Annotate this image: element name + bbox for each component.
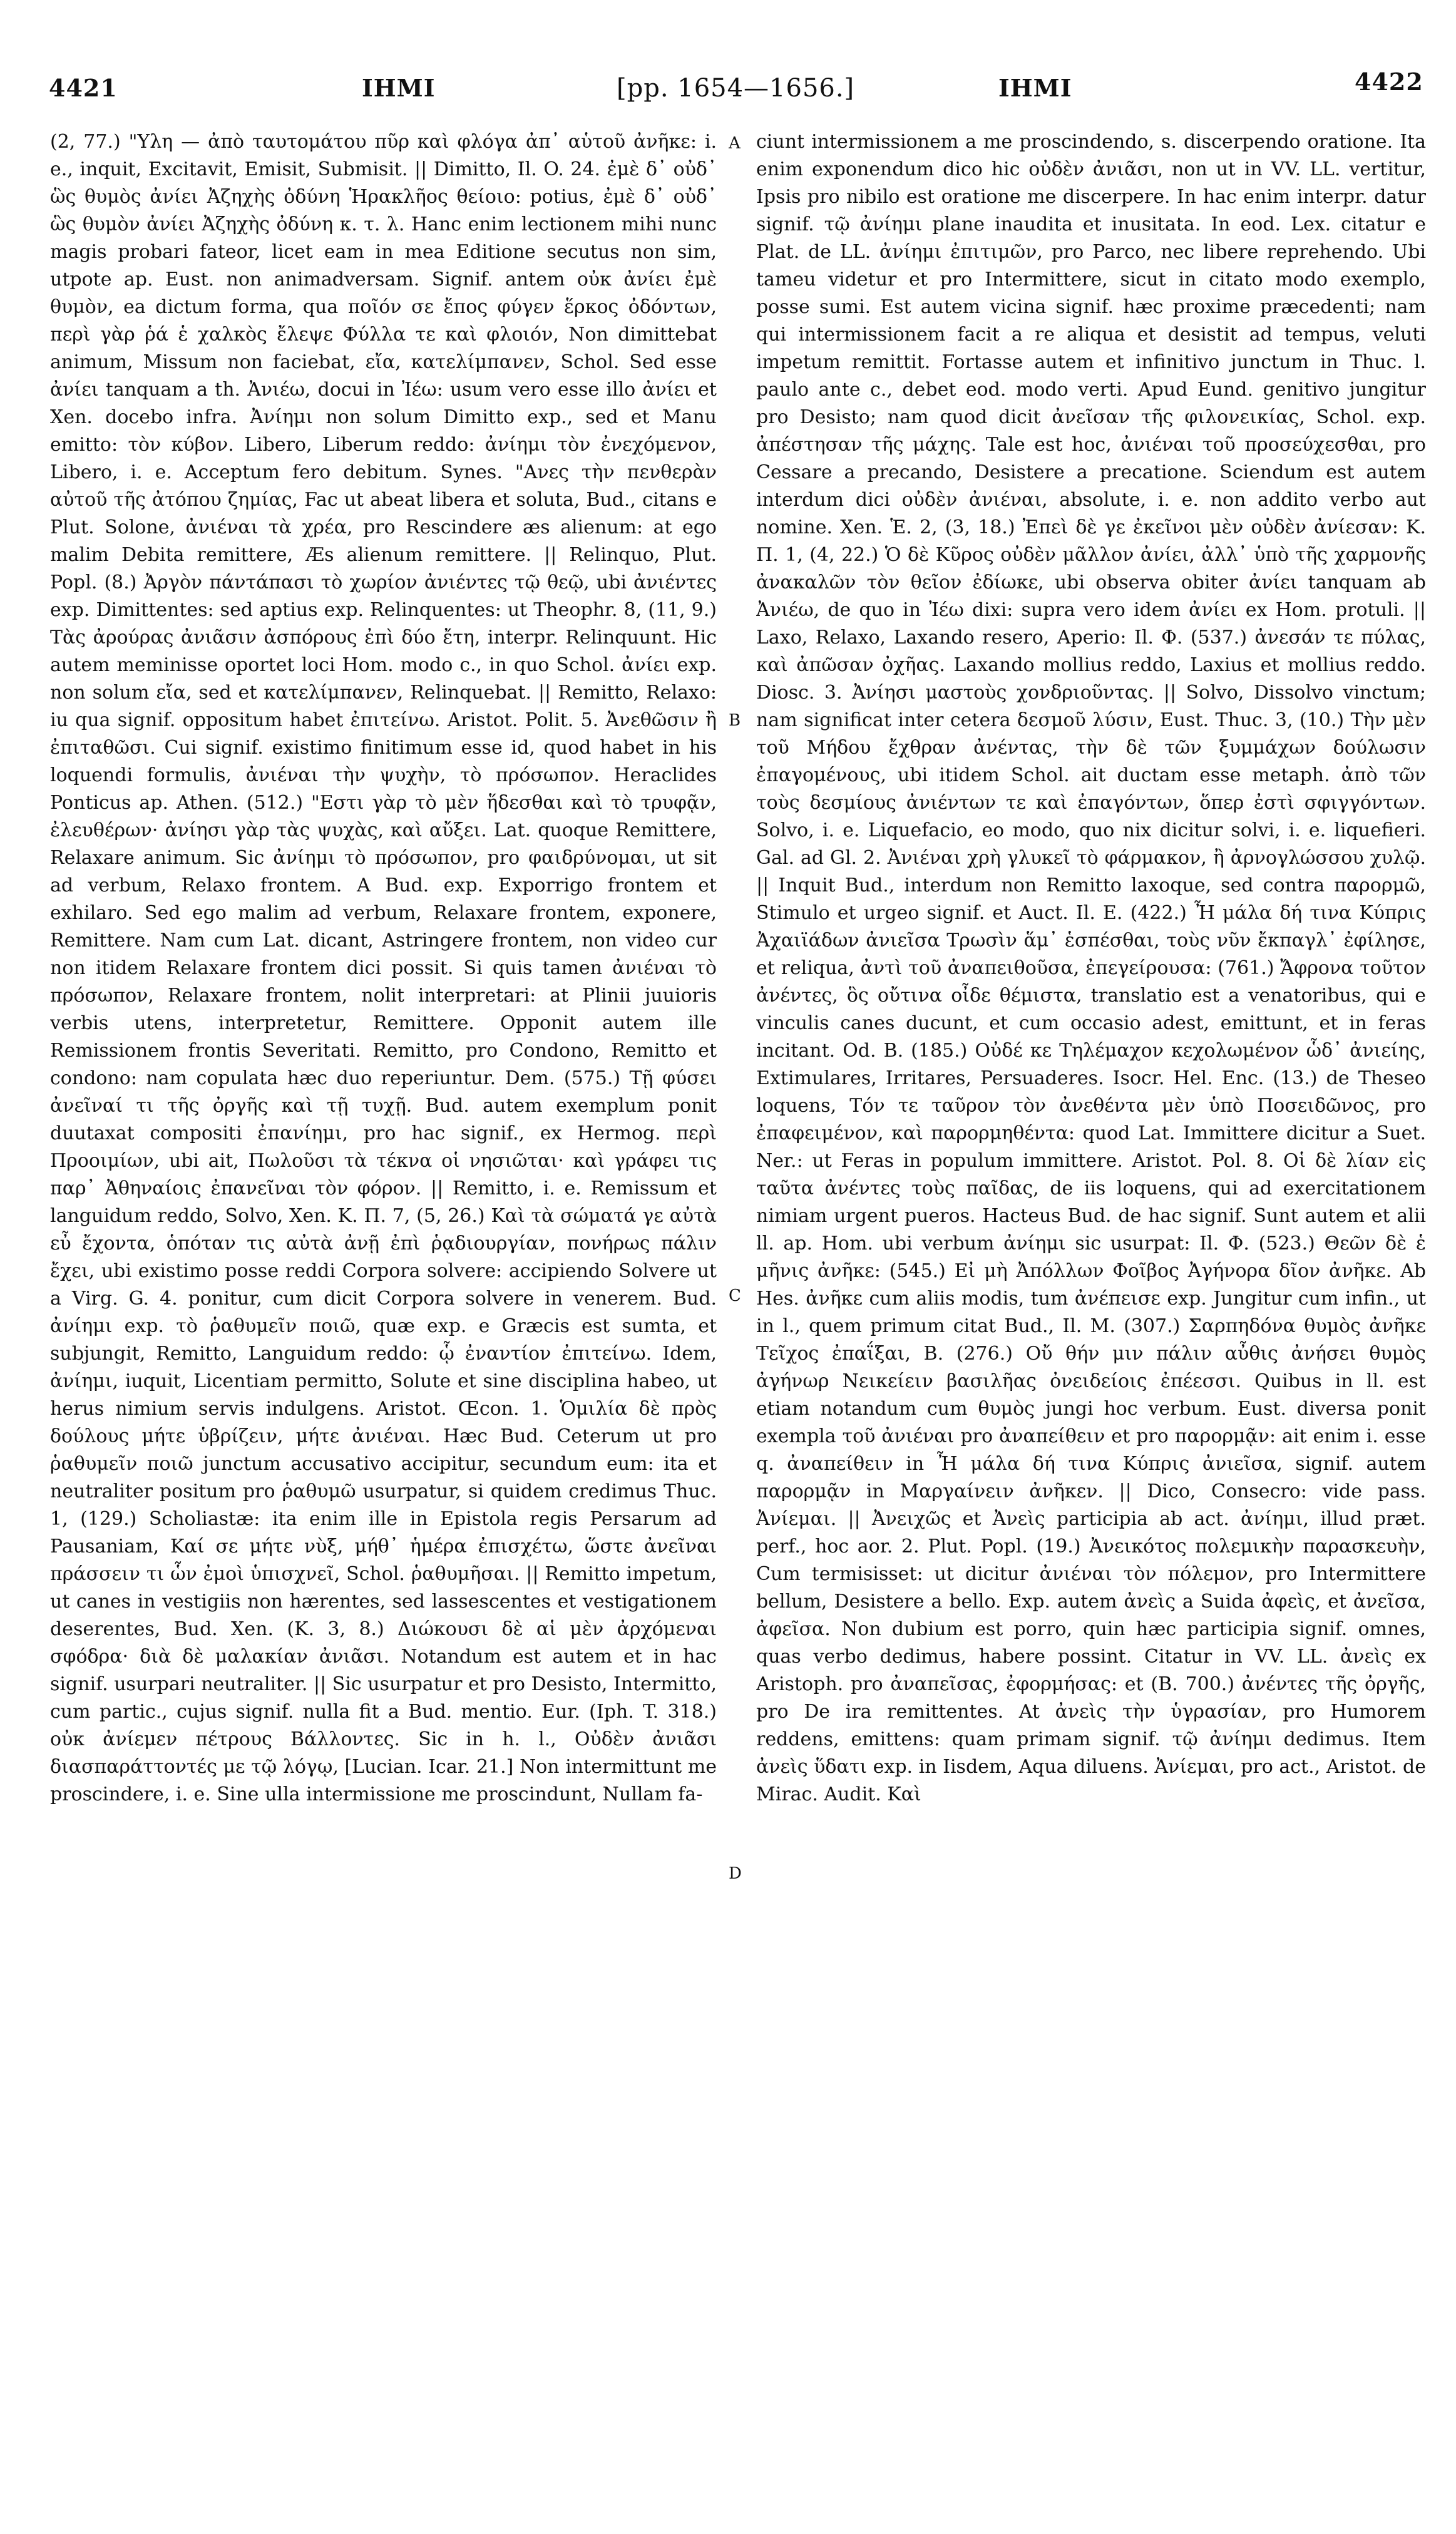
page-number-left: 4421 (49, 74, 118, 102)
page-header (0, 68, 1456, 111)
section-marker-a: A (729, 134, 741, 153)
section-marker-c: C (729, 1286, 741, 1305)
section-marker-b: B (729, 711, 741, 730)
page-range: [pp. 1654—1656.] (617, 74, 855, 103)
right-column-text: ciunt intermissionem a me proscindendo, s. discerpendo oratione. Ita enim exponendum dico hic οὐδὲν ἀνιᾶσι, non ut in VV. LL. vertitur, Ipsis pro nibilo est oratione me discerpere. In hac enim interpr. datur signif. τῷ ἀνίημι plane inaudita et inusitata. In eod. Lex. citatur e Plat. de LL. ἀνίημι ἐπιτιμῶν, pro Parco, nec libere reprehendo. Ubi tameu videtur et pro Intermittere, sicut in citato modo exemplo, posse sumi. Est autem vicina signif. hæc proxime præcedenti; nam qui intermissionem facit a re aliqua et desistit ad tempus, veluti impetum remittit. Fortasse autem et infinitivo junctum in Thuc. l. paulo ante c., debet eod. modo verti. Apud Eund. genitivo jungitur pro Desisto; nam quod dicit ἀνεῖσαν τῆς φιλονεικίας, Schol. exp. ἀπέστησαν τῆς μάχης. Tale est hoc, ἀνιέναι τοῦ προσεύχεσθαι, pro Cessare a precando, Desistere a precatione. Sciendum est autem interdum dici οὐδὲν ἀνιέναι, absolute, i. e. non addito verbo aut nomine. Xen. Ἑ. 2, (3, 18.) Ἐπεὶ δὲ γε ἐκεῖνοι μὲν οὐδὲν ἀνίεσαν: K. Π. 1, (4, 22.) Ὁ δὲ Κῦρος οὐδὲν μᾶλλον ἀνίει, ἀλλ᾽ ὑπὸ τῆς χαρμονῆς ἀνακαλῶν τὸν θεῖον ἐδίωκε, ubi observa obiter ἀνίει tanquam ab Ἀνιέω, de quo in Ἰέω dixi: supra vero idem ἀνίει ex Hom. protuli. || Laxo, Relaxo, Laxando resero, Aperio: Il. Φ. (537.) ἀνεσάν τε πύλας, καὶ ἀπῶσαν ὀχῆας. Laxando mollius reddo, Laxius et mollius reddo. Diosc. 3. Ἀνίησι μαστοὺς χονδριοῦντας. || Solvo, Dissolvo vinctum; nam significat inter cetera δεσμοῦ λύσιν, Eust. Thuc. 3, (10.) Τὴν μὲν τοῦ Μήδου ἔχθραν ἀνέντας, τὴν δὲ τῶν ξυμμάχων δούλωσιν ἐπαγομένους, ubi itidem Schol. ait ductam esse metaph. ἀπὸ τῶν τοὺς δεσμίους ἀνιέντων τε καὶ ἐπαγόντων, ὅπερ ἐστὶ σφιγγόντων. Solvo, i. e. Liquefacio, eo modo, quo nix dicitur solvi, i. e. liquefieri. Gal. ad Gl. 2. Ἀνιέναι χρὴ γλυκεῖ τὸ φάρμακον, ἢ ἀρνογλώσσου χυλῷ. || Inquit Bud., interdum non Remitto laxoque, sed contra παρορμῶ, Stimulo et urgeo signif. et Auct. Il. E. (422.) Ἦ μάλα δή τινα Κύπρις Ἀχαιϊάδων ἀνιεῖσα Τρωσὶν ἅμ᾽ ἑσπέσθαι, τοὺς νῦν ἔκπαγλ᾽ ἐφίλησε, et reliqua, ἀντὶ τοῦ ἀναπειθοῦσα, ἐπεγείρουσα: (761.) Ἄφρονα τοῦτον ἀνέντες, ὃς οὔτινα οἶδε θέμιστα, translatio est a venatoribus, qui e vinculis canes ducunt, et cum occasio adest, emittunt, et in feras incitant. Od. B. (185.) Οὐδέ κε Τηλέμαχον κεχολωμένον ὧδ᾽ ἀνιείης, Extimulares, Irritares, Persuaderes. Isocr. Hel. Enc. (13.) de Theseo loquens, Τόν τε ταῦρον τὸν ἀνεθέντα μὲν ὑπὸ Ποσειδῶνος, pro ἐπαφειμένον, καὶ παρορμηθέντα: quod Lat. Immittere dicitur a Suet. Ner.: ut Feras in populum immittere. Aristot. Pol. 8. Οἱ δὲ λίαν εἰς ταῦτα ἀνέντες τοὺς παῖδας, de iis loquens, qui ad exercitationem nimiam urgent pueros. Hacteus Bud. de hac signif. Sunt autem et alii ll. ap. Hom. ubi verbum ἀνίημι sic usurpat: Il. Φ. (523.) Θεῶν δὲ ἑ μῆνις ἀνῆκε: (545.) Εἰ μὴ Ἀπόλλων Φοῖβος Ἀγήνορα δῖον ἀνῆκε. Ab Hes. ἀνῆκε cum aliis modis, tum ἀνέπεισε exp. Jungitur cum infin., ut in l., quem primum citat Bud., Il. M. (307.) Σαρπηδόνα θυμὸς ἀνῆκε Τεῖχος ἐπαΐξαι, B. (276.) Οὔ θήν μιν πάλιν αὖθις ἀνήσει θυμὸς ἀγήνωρ Νεικείειν βασιλῆας ὀνειδείοις ἐπέεσσι. Quibus in ll. est etiam notandum cum θυμὸς jungi hoc verbum. Eust. diversa ponit exempla τοῦ ἀνιέναι pro ἀναπείθειν et pro παρορμᾷν: ait enim i. esse q. ἀναπείθειν in Ἦ μάλα δή τινα Κύπρις ἀνιεῖσα, signif. autem παρορμᾷν in Μαργαίνειν ἀνῆκεν. || Dico, Consecro: vide pass. Ἀνίεμαι. || Ἀνειχῶς et Ἀνεὶς participia ab act. ἀνίημι, illud præt. perf., hoc aor. 2. Plut. Popl. (19.) Ἀνεικότος πολεμικὴν παρασκευὴν, Cum termisisset: ut dicitur ἀνιέναι τὸν πόλεμον, pro Intermittere bellum, Desistere a bello. Exp. autem ἀνεὶς a Suida ἀφεὶς, et ἀνεῖσα, ἀφεῖσα. Non dubium est porro, quin hæc participia signif. omnes, quas verbo dedimus, habere possint. Citatur in VV. LL. ἀνεὶς ex Aristoph. pro ἀναπεῖσας, ἐφορμήσας: et (B. 700.) ἀνέντες τῆς ὀργῆς, pro De ira remittentes. At ἀνεὶς τὴν ὑγρασίαν, pro Humorem reddens, emittens: quam primam signif. τῷ ἀνίημι dedimus. Item ἀνεὶς ὕδατι exp. in Iisdem, Aqua diluens. Ἀνίεμαι, pro act., Aristot. de Mirac. Audit. Καὶ (756, 131, 1426, 1805)
right-column (756, 128, 1426, 2501)
left-column (50, 128, 717, 2501)
left-column-text: (2, 77.) "Υλη — ἀπὸ ταυτομάτου πῦρ καὶ φλόγα ἀπ᾽ αὑτοῦ ἀνῆκε: i. e., inquit, Excitavit, Emisit, Submisit. || Dimitto, Il. O. 24. ἐμὲ δ᾽ οὐδ᾽ ὣς θυμὸς ἀνίει Ἀζηχὴς ὀδύνη Ἡρακλῆος θείοιο: potius, ἐμὲ δ᾽ οὐδ᾽ ὣς θυμὸν ἀνίει Ἀζηχὴς ὀδύνη κ. τ. λ. Hanc enim lectionem mihi nunc magis probari fateor, licet eam in mea Editione secutus non sim, utpote ap. Eust. non animadversam. Signif. antem οὐκ ἀνίει ἐμὲ θυμὸν, ea dictum forma, qua ποῖόν σε ἔπος φύγεν ἕρκος ὀδόντων, περὶ γὰρ ῥά ἑ χαλκὸς ἔλεψε Φύλλα τε καὶ φλοιόν, Non dimittebat animum, Missum non faciebat, εἴα, κατελίμπανεν, Schol. Sed esse ἀνίει tanquam a th. Ἀνιέω, docui in Ἰέω: usum vero esse illo ἀνίει et Xen. docebo infra. Ἀνίημι non solum Dimitto exp., sed et Manu emitto: τὸν κύβον. Libero, Liberum reddo: ἀνίημι τὸν ἐνεχόμενον, Libero, i. e. Acceptum fero debitum. Synes. "Ανες τὴν πενθερὰν αὐτοῦ τῆς ἀτόπου ζημίας, Fac ut abeat libera et soluta, Bud., citans e Plut. Solone, ἀνιέναι τὰ χρέα, pro Rescindere æs alienum: at ego malim Debita remittere, Æs alienum remittere. || Relinquo, Plut. Popl. (8.) Ἀργὸν πάντάπασι τὸ χωρίον ἀνιέντες τῷ θεῷ, ubi ἀνιέντες exp. Dimittentes: sed aptius exp. Relinquentes: ut Theophr. 8, (11, 9.) Τὰς ἀρούρας ἀνιᾶσιν ἀσπόρους ἐπὶ δύο ἔτη, interpr. Relinquunt. Hic autem meminisse oportet loci Hom. modo c., in quo Schol. ἀνίει exp. non solum εἴα, sed et κατελίμπανεν, Relinquebat. || Remitto, Relaxo: iu qua signif. oppositum habet ἐπιτείνω. Aristot. Polit. 5. Ἀνεθῶσιν ἢ ἐπιταθῶσι. Cui signif. existimo finitimum esse id, quod habet in his loquendi formulis, ἀνιέναι τὴν ψυχὴν, τὸ πρόσωπον. Heraclides Ponticus ap. Athen. (512.) "Εστι γὰρ τὸ μὲν ἥδεσθαι καὶ τὸ τρυφᾷν, ἐλευθέρων· ἀνίησι γὰρ τὰς ψυχὰς, καὶ αὔξει. Lat. quoque Remittere, Relaxare animum. Sic ἀνίημι τὸ πρόσωπον, pro φαιδρύνομαι, ut sit ad verbum, Relaxo frontem. A Bud. exp. Exporrigo frontem et exhilaro. Sed ego malim ad verbum, Relaxare frontem, exponere, Remittere. Nam cum Lat. dicant, Astringere frontem, non video cur non itidem Relaxare frontem dici possit. Si quis tamen ἀνιέναι τὸ πρόσωπον, Relaxare frontem, nolit interpretari: at Plinii juuioris verbis utens, interpretetur, Remittere. Opponit autem ille Remissionem frontis Severitati. Remitto, pro Condono, Remitto et condono: nam copulata hæc duo reperiuntur. Dem. (575.) Τῇ φύσει ἀνεῖναί τι τῆς ὀργῆς καὶ τῇ τυχῇ. Bud. autem exemplum ponit duutaxat compositi ἐπανίημι, pro hac signif., ex Hermog. περὶ Προοιμίων, ubi ait, Πωλοῦσι τὰ τέκνα οἱ νησιῶται· καὶ γράφει τις παρ᾽ Ἀθηναίοις ἐπανεῖναι τὸν φόρον. || Remitto, i. e. Remissum et languidum reddo, Solvo, Xen. K. Π. 7, (5, 26.) Καὶ τὰ σώματά γε αὐτὰ εὖ ἔχοντα, ὁπόταν τις αὐτὰ ἀνῇ ἐπὶ ῥᾳδιουργίαν, πονήρως πάλιν ἔχει, ubi existimo posse reddi Corpora solvere: accipiendo Solvere ut a Virg. G. 4. ponitur, cum dicit Corpora solvere in venerem. Bud. ἀνίημι exp. τὸ ῥαθυμεῖν ποιῶ, quæ exp. e Græcis est sumta, et subjungit, Remitto, Languidum reddo: ᾧ ἐναντίον ἐπιτείνω. Idem, ἀνίημι, iuquit, Licentiam permitto, Solute et sine disciplina habeo, ut herus nimium servis indulgens. Aristot. Œcon. 1. Ὁμιλία δὲ πρὸς δούλους μήτε ὑβρίζειν, μήτε ἀνιέναι. Hæc Bud. Ceterum ut pro ῥαθυμεῖν ποιῶ junctum accusativo accipitur, secundum eum: ita et neutraliter positum pro ῥαθυμῶ usurpatur, si quidem credimus Thuc. 1, (129.) Scholiastæ: ita enim ille in Epistola regis Persarum ad Pausaniam, Καί σε μήτε νὺξ, μήθ᾽ ἡμέρα ἐπισχέτω, ὥστε ἀνεῖναι πράσσειν τι ὧν ἐμοὶ ὑπισχνεῖ, Schol. ῥαθυμῆσαι. || Remitto impetum, ut canes in vestigiis non hærentes, sed lassescentes et vestigationem deserentes, Bud. Xen. (K. 3, 8.) Διώκουσι δὲ αἱ μὲν ἀρχόμεναι σφόδρα· διὰ δὲ μαλακίαν ἀνιᾶσι. Notandum est autem et in hac signif. usurpari neutraliter. || Sic usurpatur et pro Desisto, Intermitto, cum partic., cujus signif. nulla fit a Bud. mentio. Eur. (Iph. T. 318.) οὐκ ἀνίεμεν πέτρους Βάλλοντες. Sic in h. l., Οὐδὲν ἀνιᾶσι διασπαράττοντές με τῷ λόγῳ, [Lucian. Icar. 21.] Non intermittunt me proscindere, i. e. Sine ulla intermissione me proscindunt, Nullam fa- (50, 131, 717, 1805)
page-number-right: 4422 (1355, 68, 1423, 96)
section-marker-d: D (729, 1864, 742, 1883)
running-head-right: ΙΗΜΙ (998, 74, 1072, 102)
running-head-left: ΙΗΜΙ (362, 74, 436, 102)
